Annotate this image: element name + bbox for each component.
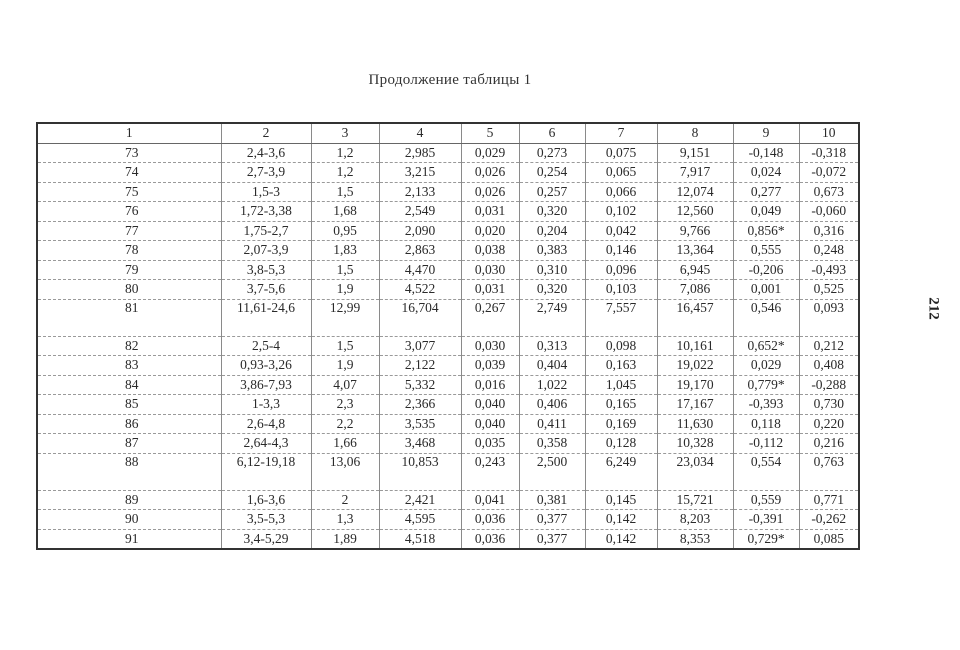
table-cell: 0,118 xyxy=(733,414,799,434)
table-cell: 0,204 xyxy=(519,221,585,241)
table-cell: 0,406 xyxy=(519,395,585,415)
table-cell: 7,557 xyxy=(585,299,657,336)
table-cell: 12,074 xyxy=(657,182,733,202)
table-cell: 1,6-3,6 xyxy=(221,490,311,510)
table-caption: Продолжение таблицы 1 xyxy=(368,72,532,88)
table-cell: 0,102 xyxy=(585,202,657,222)
table-cell: 1,5 xyxy=(311,260,379,280)
table-cell: 13,364 xyxy=(657,241,733,261)
column-header: 2 xyxy=(221,123,311,143)
table-cell: 0,093 xyxy=(799,299,859,336)
table-cell: 2,4-3,6 xyxy=(221,143,311,163)
table-cell: 2,5-4 xyxy=(221,336,311,356)
table-cell: 2,64-4,3 xyxy=(221,434,311,454)
table-cell: 0,001 xyxy=(733,280,799,300)
table-cell: 0,730 xyxy=(799,395,859,415)
table-cell: 3,7-5,6 xyxy=(221,280,311,300)
table-row xyxy=(37,414,859,434)
table-cell: 12,560 xyxy=(657,202,733,222)
table-cell: 91 xyxy=(37,529,221,549)
table-cell: 0,145 xyxy=(585,490,657,510)
table-row xyxy=(37,375,859,395)
table-cell: 0,779* xyxy=(733,375,799,395)
table-cell: 0,377 xyxy=(519,529,585,549)
table-cell: 3,468 xyxy=(379,434,461,454)
table-row xyxy=(37,163,859,183)
table-cell: 1,2 xyxy=(311,163,379,183)
table-cell: 19,022 xyxy=(657,356,733,376)
table-cell: 0,95 xyxy=(311,221,379,241)
table-cell: 0,320 xyxy=(519,202,585,222)
table-cell: 0,310 xyxy=(519,260,585,280)
table-cell: 6,249 xyxy=(585,453,657,490)
table-cell: -0,060 xyxy=(799,202,859,222)
table-row xyxy=(37,453,859,490)
table-cell: 90 xyxy=(37,510,221,530)
table-cell: 16,457 xyxy=(657,299,733,336)
table-cell: 0,313 xyxy=(519,336,585,356)
column-header: 8 xyxy=(657,123,733,143)
table-cell: 0,554 xyxy=(733,453,799,490)
table-cell: 2,985 xyxy=(379,143,461,163)
table-cell: 2,366 xyxy=(379,395,461,415)
table-cell: -0,148 xyxy=(733,143,799,163)
table-cell: 2,749 xyxy=(519,299,585,336)
table-cell: -0,072 xyxy=(799,163,859,183)
table-cell: 0,257 xyxy=(519,182,585,202)
table-cell: 3,535 xyxy=(379,414,461,434)
table-cell: 2,2 xyxy=(311,414,379,434)
table-cell: 0,031 xyxy=(461,202,519,222)
table-cell: 74 xyxy=(37,163,221,183)
table-cell: 0,103 xyxy=(585,280,657,300)
table-cell: 84 xyxy=(37,375,221,395)
table-cell: 0,555 xyxy=(733,241,799,261)
table-cell: 1,9 xyxy=(311,280,379,300)
table-cell: 10,328 xyxy=(657,434,733,454)
column-header: 7 xyxy=(585,123,657,143)
column-header: 1 xyxy=(37,123,221,143)
table-cell: 9,766 xyxy=(657,221,733,241)
table-cell: 78 xyxy=(37,241,221,261)
table-cell: 0,026 xyxy=(461,182,519,202)
table-cell: 0,212 xyxy=(799,336,859,356)
table-cell: 2,122 xyxy=(379,356,461,376)
table-cell: 1,89 xyxy=(311,529,379,549)
table-row xyxy=(37,260,859,280)
table-cell: 0,026 xyxy=(461,163,519,183)
table-cell: 0,243 xyxy=(461,453,519,490)
table-cell: -0,393 xyxy=(733,395,799,415)
table-cell: 0,93-3,26 xyxy=(221,356,311,376)
column-header: 6 xyxy=(519,123,585,143)
table-cell: 0,040 xyxy=(461,395,519,415)
table-cell: 0,546 xyxy=(733,299,799,336)
table-cell: 0,024 xyxy=(733,163,799,183)
table-row xyxy=(37,182,859,202)
table-cell: 73 xyxy=(37,143,221,163)
table-cell: 0,673 xyxy=(799,182,859,202)
table-cell: 2,3 xyxy=(311,395,379,415)
table-row xyxy=(37,202,859,222)
table-cell: 0,277 xyxy=(733,182,799,202)
column-header: 3 xyxy=(311,123,379,143)
table-cell: 2 xyxy=(311,490,379,510)
table-cell: 0,383 xyxy=(519,241,585,261)
table-cell: 16,704 xyxy=(379,299,461,336)
table-cell: 0,273 xyxy=(519,143,585,163)
column-header: 10 xyxy=(799,123,859,143)
table-cell: 0,036 xyxy=(461,510,519,530)
table-cell: 8,203 xyxy=(657,510,733,530)
table-cell: 1,022 xyxy=(519,375,585,395)
table-cell: 0,377 xyxy=(519,510,585,530)
table-cell: 1,5 xyxy=(311,336,379,356)
table-cell: 0,016 xyxy=(461,375,519,395)
table-row xyxy=(37,241,859,261)
table-cell: 13,06 xyxy=(311,453,379,490)
table-row xyxy=(37,280,859,300)
table-cell: 11,630 xyxy=(657,414,733,434)
table-cell: 4,595 xyxy=(379,510,461,530)
table-cell: 17,167 xyxy=(657,395,733,415)
table-cell: 2,421 xyxy=(379,490,461,510)
table-body xyxy=(37,143,859,549)
table-cell: 0,729* xyxy=(733,529,799,549)
table-cell: 1,9 xyxy=(311,356,379,376)
table-cell: 3,4-5,29 xyxy=(221,529,311,549)
table-cell: 0,075 xyxy=(585,143,657,163)
table-cell: -0,206 xyxy=(733,260,799,280)
table-cell: 0,036 xyxy=(461,529,519,549)
page-number: 212 xyxy=(925,297,942,320)
table-cell: 19,170 xyxy=(657,375,733,395)
table-cell: 1,5-3 xyxy=(221,182,311,202)
table-cell: 5,332 xyxy=(379,375,461,395)
table-cell: 0,040 xyxy=(461,414,519,434)
table-cell: 15,721 xyxy=(657,490,733,510)
table-cell: -0,493 xyxy=(799,260,859,280)
table-cell: -0,288 xyxy=(799,375,859,395)
table-cell: 89 xyxy=(37,490,221,510)
table-cell: 0,254 xyxy=(519,163,585,183)
table-row xyxy=(37,395,859,415)
table-cell: 0,098 xyxy=(585,336,657,356)
table-cell: 82 xyxy=(37,336,221,356)
table-row xyxy=(37,510,859,530)
table-cell: 86 xyxy=(37,414,221,434)
table-cell: 0,146 xyxy=(585,241,657,261)
table-cell: 0,096 xyxy=(585,260,657,280)
data-table xyxy=(36,122,860,550)
table-row xyxy=(37,143,859,163)
table-cell: 1,68 xyxy=(311,202,379,222)
table-cell: 83 xyxy=(37,356,221,376)
table-cell: 0,216 xyxy=(799,434,859,454)
table-cell: 1-3,3 xyxy=(221,395,311,415)
table-cell: 0,169 xyxy=(585,414,657,434)
table-row xyxy=(37,299,859,336)
table-cell: 0,771 xyxy=(799,490,859,510)
table-cell: 10,161 xyxy=(657,336,733,356)
table-cell: 0,041 xyxy=(461,490,519,510)
table-cell: 85 xyxy=(37,395,221,415)
table-cell: 0,142 xyxy=(585,510,657,530)
table-cell: 0,128 xyxy=(585,434,657,454)
table-cell: 8,353 xyxy=(657,529,733,549)
table-cell: 0,411 xyxy=(519,414,585,434)
table-cell: 0,381 xyxy=(519,490,585,510)
table-cell: 2,500 xyxy=(519,453,585,490)
table-cell: 3,077 xyxy=(379,336,461,356)
table-cell: 10,853 xyxy=(379,453,461,490)
table-cell: 2,863 xyxy=(379,241,461,261)
table-row xyxy=(37,490,859,510)
table-cell: 0,020 xyxy=(461,221,519,241)
table-header-row xyxy=(37,123,859,143)
column-header: 4 xyxy=(379,123,461,143)
table-cell: 1,75-2,7 xyxy=(221,221,311,241)
table-cell: 0,220 xyxy=(799,414,859,434)
table-cell: -0,391 xyxy=(733,510,799,530)
table-cell: -0,318 xyxy=(799,143,859,163)
table-cell: 0,142 xyxy=(585,529,657,549)
table-cell: 2,07-3,9 xyxy=(221,241,311,261)
table-cell: 2,549 xyxy=(379,202,461,222)
table-cell: 80 xyxy=(37,280,221,300)
table-cell: 4,522 xyxy=(379,280,461,300)
table-row xyxy=(37,434,859,454)
table-cell: 1,2 xyxy=(311,143,379,163)
table-cell: 0,030 xyxy=(461,336,519,356)
table-cell: 0,408 xyxy=(799,356,859,376)
table-cell: 88 xyxy=(37,453,221,490)
table-cell: 7,917 xyxy=(657,163,733,183)
table-cell: 77 xyxy=(37,221,221,241)
table-cell: 3,86-7,93 xyxy=(221,375,311,395)
table-row xyxy=(37,529,859,549)
table-cell: 75 xyxy=(37,182,221,202)
table-cell: 4,518 xyxy=(379,529,461,549)
table-cell: 4,07 xyxy=(311,375,379,395)
table-cell: 0,029 xyxy=(461,143,519,163)
table-cell: 0,267 xyxy=(461,299,519,336)
table-cell: 2,7-3,9 xyxy=(221,163,311,183)
table-row xyxy=(37,356,859,376)
table-cell: 81 xyxy=(37,299,221,336)
table-cell: 0,038 xyxy=(461,241,519,261)
table-cell: 23,034 xyxy=(657,453,733,490)
table-cell: 0,525 xyxy=(799,280,859,300)
table-cell: 0,248 xyxy=(799,241,859,261)
table-cell: 11,61-24,6 xyxy=(221,299,311,336)
table-cell: 1,5 xyxy=(311,182,379,202)
table-cell: 9,151 xyxy=(657,143,733,163)
table-cell: 0,030 xyxy=(461,260,519,280)
table-cell: 0,039 xyxy=(461,356,519,376)
table-cell: 0,035 xyxy=(461,434,519,454)
table-cell: 4,470 xyxy=(379,260,461,280)
table-cell: 6,12-19,18 xyxy=(221,453,311,490)
table-cell: 79 xyxy=(37,260,221,280)
table-cell: 0,163 xyxy=(585,356,657,376)
table-cell: 0,065 xyxy=(585,163,657,183)
table-cell: 3,8-5,3 xyxy=(221,260,311,280)
table-row xyxy=(37,336,859,356)
table-cell: 0,316 xyxy=(799,221,859,241)
table-cell: 0,559 xyxy=(733,490,799,510)
table-cell: 76 xyxy=(37,202,221,222)
table-cell: 0,763 xyxy=(799,453,859,490)
table-cell: 12,99 xyxy=(311,299,379,336)
table-cell: 0,165 xyxy=(585,395,657,415)
column-header: 5 xyxy=(461,123,519,143)
table-cell: -0,262 xyxy=(799,510,859,530)
table-cell: 0,066 xyxy=(585,182,657,202)
table-cell: 87 xyxy=(37,434,221,454)
table-cell: 0,652* xyxy=(733,336,799,356)
table-cell: 0,049 xyxy=(733,202,799,222)
table-cell: 3,5-5,3 xyxy=(221,510,311,530)
table-cell: 0,320 xyxy=(519,280,585,300)
table-cell: 0,029 xyxy=(733,356,799,376)
table-cell: 1,72-3,38 xyxy=(221,202,311,222)
table-cell: 6,945 xyxy=(657,260,733,280)
table-cell: -0,112 xyxy=(733,434,799,454)
table-cell: 1,66 xyxy=(311,434,379,454)
table-cell: 0,358 xyxy=(519,434,585,454)
table-cell: 0,031 xyxy=(461,280,519,300)
table-cell: 2,133 xyxy=(379,182,461,202)
table-cell: 2,6-4,8 xyxy=(221,414,311,434)
table-cell: 2,090 xyxy=(379,221,461,241)
table-cell: 0,042 xyxy=(585,221,657,241)
column-header: 9 xyxy=(733,123,799,143)
table-cell: 0,085 xyxy=(799,529,859,549)
table-cell: 0,856* xyxy=(733,221,799,241)
table-cell: 1,83 xyxy=(311,241,379,261)
table-cell: 0,404 xyxy=(519,356,585,376)
table-cell: 7,086 xyxy=(657,280,733,300)
table-cell: 1,045 xyxy=(585,375,657,395)
table-cell: 3,215 xyxy=(379,163,461,183)
table-row xyxy=(37,221,859,241)
table-cell: 1,3 xyxy=(311,510,379,530)
